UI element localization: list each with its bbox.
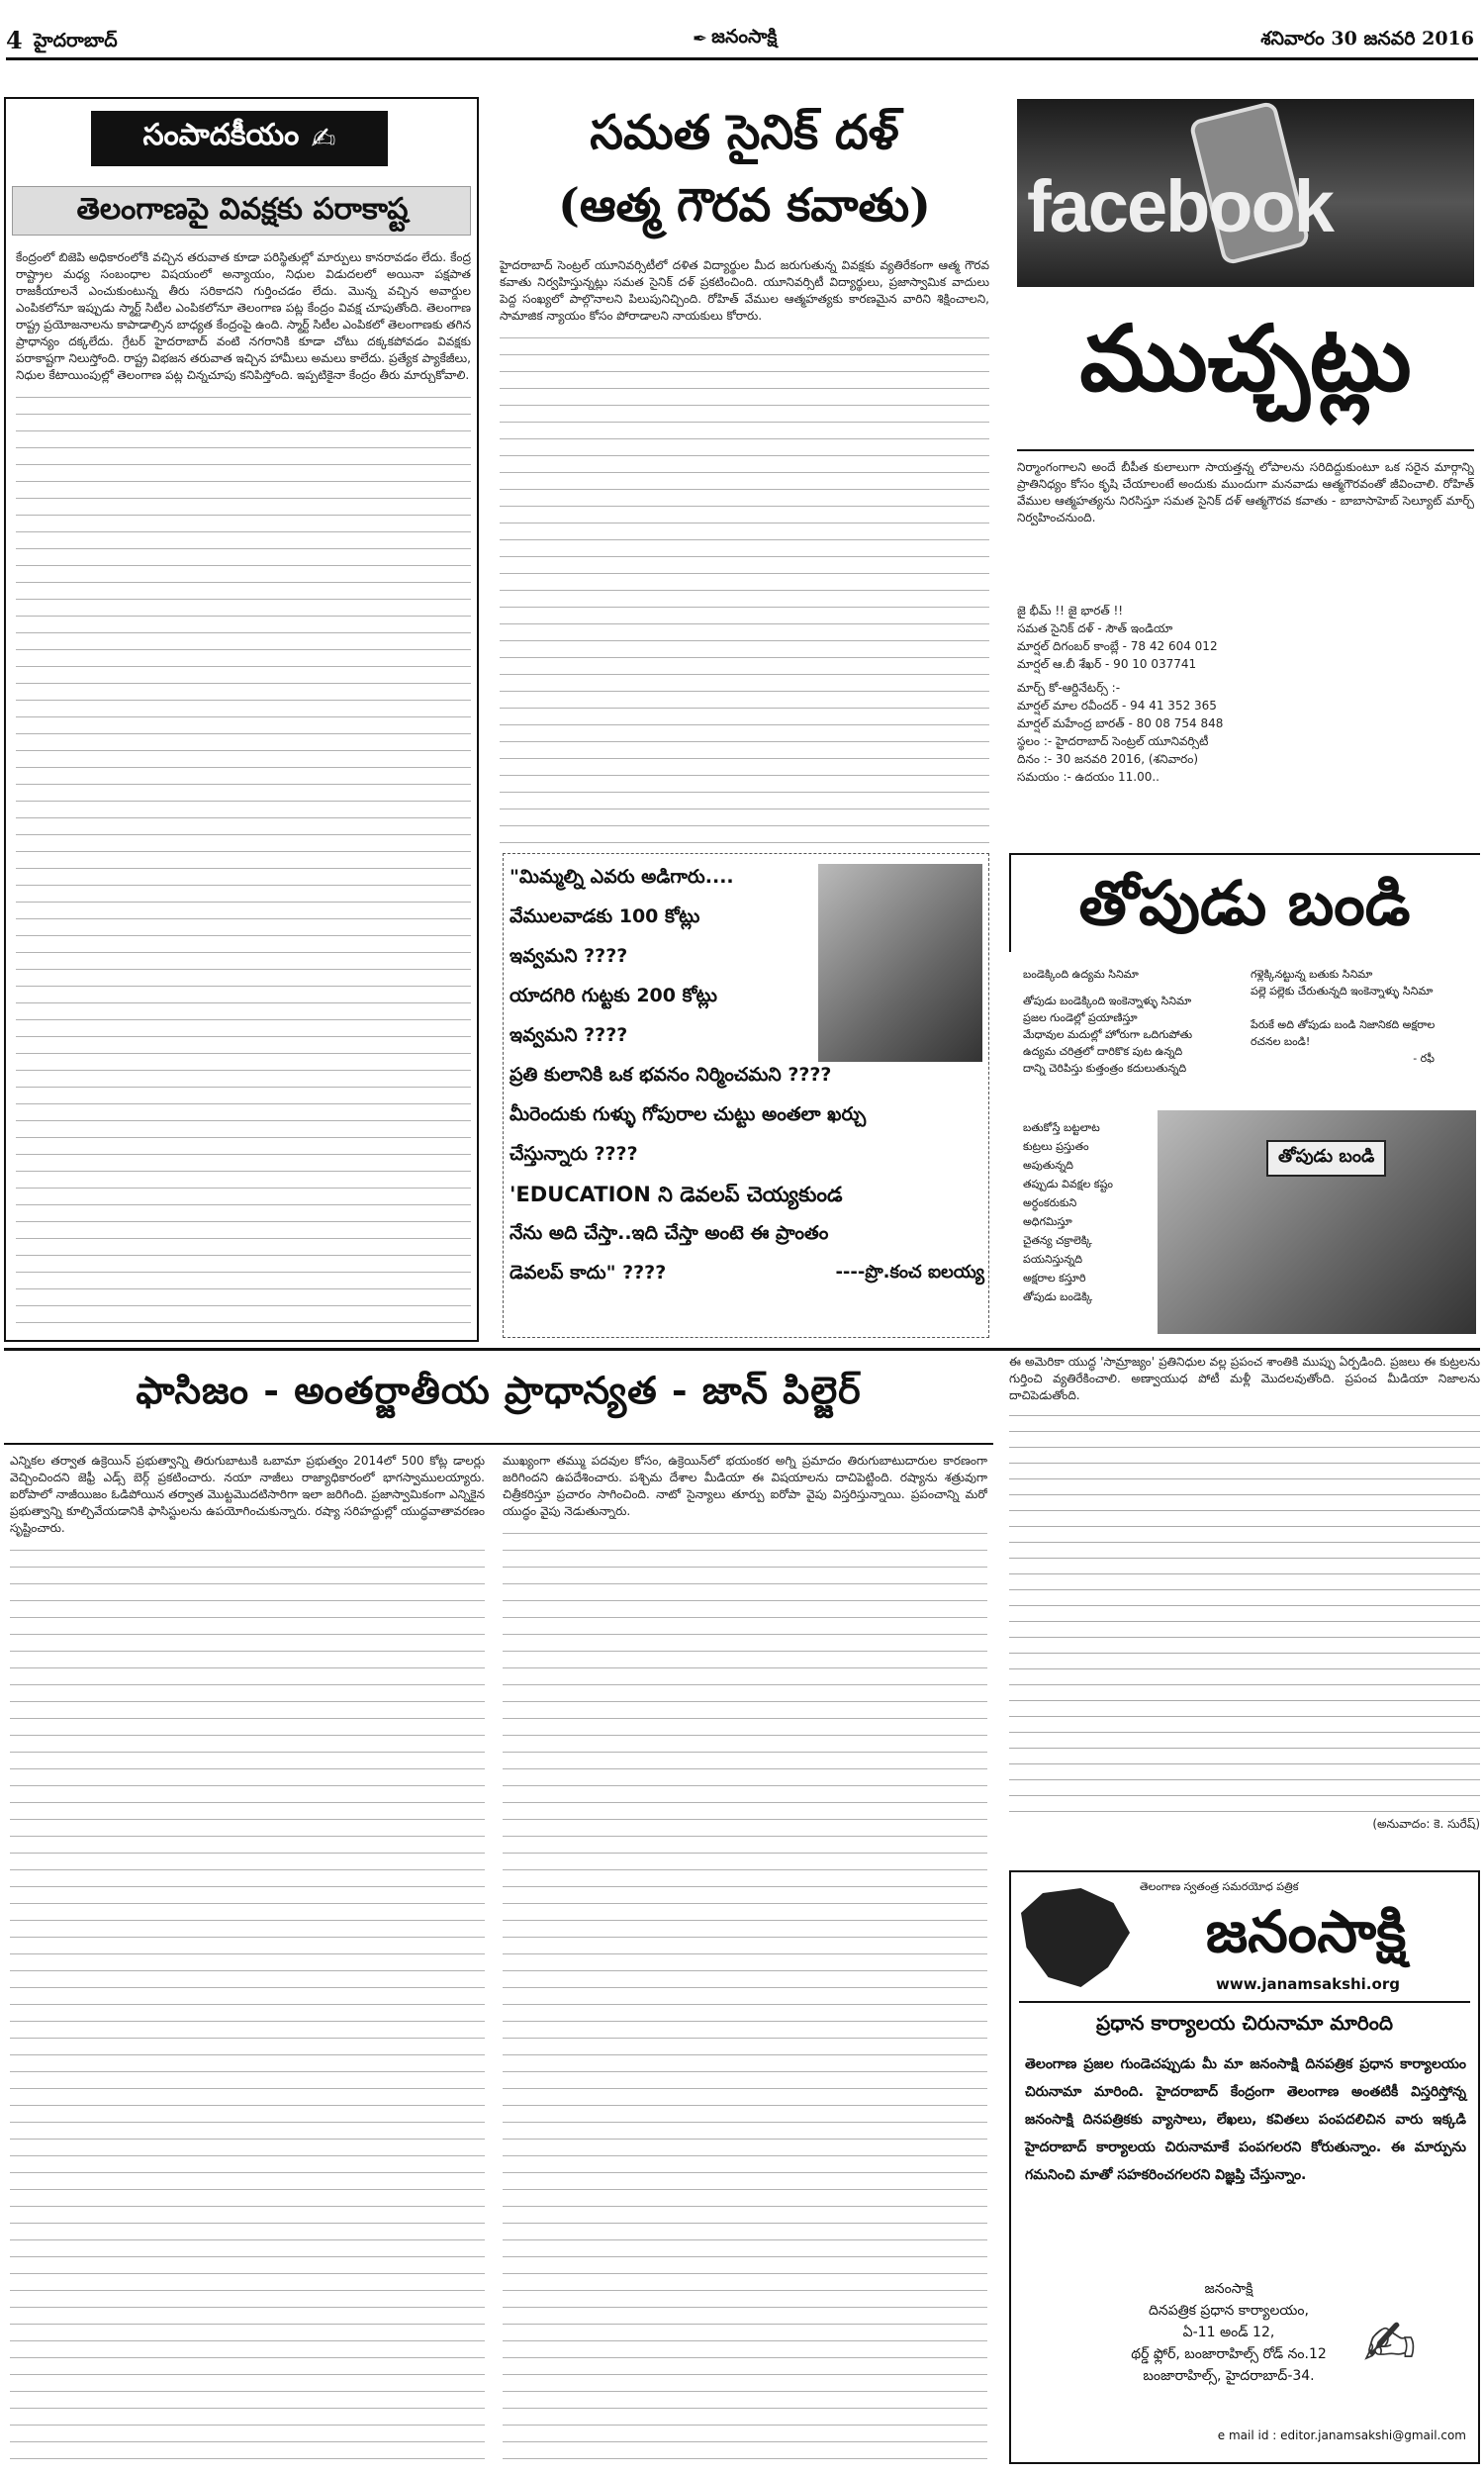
contact-line: దినం :- 30 జనవరి 2016, (శనివారం) [1017,752,1199,766]
feature-article [500,97,989,849]
editorial-headline: తెలంగాణపై వివక్షకు పరాకాష్ట [76,192,409,227]
contact-line: మార్షల్ మహేంద్ర బారత్ - 80 08 754 848 [1017,716,1224,730]
contact-line: మార్షల్ దిగంబర్ కాంబ్లే - 78 42 604 012 [1017,639,1218,653]
facebook-headline: ముచ్చట్లు [1079,305,1412,412]
poem-line: పల్లె పల్లెకు చేరుతున్నది ఇంకెన్నాళ్ళు సినిమా [1251,985,1434,998]
poem-line: పయనిస్తున్నది [1023,1253,1082,1266]
ad-body: తెలంగాణ ప్రజల గుండెచప్పుడు మీ మా జనంసాక్షి దినపత్రిక ప్రధాన కార్యాలయం చిరునామా మారింది. హైదరాబాద్ కేంద్రంగా తెలంగాణ అంతటికీ విస్తరిస్తోన్న జనంసాక్షి దినపత్రికకు వ్యాసాలు, లేఖలు, కవితలు పంపదలిచిన వారు ఇక్కడి హైదరాబాద్ కార్యాలయ చిరునామాకే పంపగలరని కోరుతున్నాం. ఈ మార్పును గమనించి మాతో సహకరించగలరని విజ్ఞప్తి చేస్తున్నాం. [1025,2056,1466,2183]
quote-line: వేములవాడకు 100 కోట్లు [510,905,700,927]
address-line: దినపత్రిక ప్రధాన కార్యాలయం, [1149,2303,1309,2319]
contact-line: స్థలం :- హైదరాబాద్ సెంట్రల్ యూనివర్సిటీ [1017,734,1209,748]
poem-line: గళ్లెక్కినట్టున్న బతుకు సినిమా [1251,968,1373,981]
poem-line: అర్ధంకరుకుని [1023,1196,1077,1209]
poem-right [1251,966,1474,1067]
fascism-col1: ఎన్నికల తర్వాత ఉక్రెయిన్ ప్రభుత్వాన్ని తిరుగుబాటుకి ఒబామా ప్రభుత్వం 2014లో 500 కోట్ల డాలర్లు వెచ్చించిందని జెఫ్రీ ఎడ్స్ బెర్గ్ ప్రకటించారు. నయా నాజీలు రాజ్యాధికారంలో భాగస్వాములయ్యారు. ఐరోపాలో నాజీయిజం ఓడిపోయిన తర్వాత మొట్టమొదటిసారిగా ఇలా జరిగింది. ప్రజాస్వామికంగా ఎన్నికైన ప్రభుత్వాన్ని కూల్చివేయడానికి ఫాసిస్టులను ఉపయోగించుకున్నారు. రష్యా సరిహద్దుల్లో యుద్ధవాతావరణం సృష్టించారు. [10,1453,485,2462]
contact-line: జై భీమ్ !! జై భారత్ !! [1017,604,1124,618]
poem-line: పేరుకే అది తోపుడు బండి నిజానికది అక్షరాల [1251,1018,1436,1031]
poem-line [1251,999,1474,1016]
ad-title: ప్రధాన కార్యాలయ చిరునామా మారింది [1095,2011,1393,2035]
quote-line: ఇవ్వమని ???? [510,945,628,967]
quote-line: నేను అది చేస్తా..ఇది చేస్తా అంటె ఈ ప్రాంతం [510,1222,829,1244]
quote-line: చేస్తున్నారు ???? [510,1143,638,1165]
poem-line: ప్రజల గుండెల్లో ప్రయాణిస్తూ [1023,1011,1138,1024]
poem-author: - రఫీ [1413,1052,1435,1065]
pen-icon: ✒ [693,29,708,49]
header-rule [6,57,1478,60]
facebook-logo: facebook [1027,165,1333,247]
address-line: జనంసాక్షి [1204,2281,1253,2297]
address-line: బంజారాహిల్స్, హైదరాబాద్-34. [1143,2368,1315,2384]
hand-pen-icon: ✍ [1363,2308,1417,2381]
quote-box [503,853,989,1338]
facebook-block [1009,97,1480,849]
poem-line: బతుకోస్తే బట్టలాట [1023,1121,1100,1134]
fascism-article [4,1354,993,2468]
quote-line: డెవలప్ కాదు" ???? [510,1262,667,1284]
facebook-contacts [1017,602,1474,786]
quote-author: ----ప్రొ.కంచ ఐలయ్య [835,1262,984,1283]
poem-line: తోపుడు బండెక్కి [1023,1290,1093,1303]
quote-line: ఇవ్వమని ???? [510,1024,628,1046]
section-rule [4,1348,1480,1351]
address-line: థర్డ్ ఫ్లోర్, బంజారాహిల్స్ రోడ్ నం.12 [1131,2346,1327,2362]
topudu-bandi-photo [1158,1110,1476,1334]
poem-line: అపుతున్నది [1023,1159,1073,1172]
poem-line: అక్షరాల కస్తూరి [1023,1272,1086,1285]
feature-title-line1: సమత సైనిక్ దళ్ [590,105,899,160]
ad-address [1100,2278,1357,2387]
quote-line: యాదగిరి గుట్టకు 200 కోట్లు [510,985,717,1006]
ad-email: e mail id : editor.janamsakshi@gmail.com [1217,2428,1466,2442]
section-name: హైదరాబాద్ [34,30,118,51]
editorial-body: కేంద్రంలో బిజెపి అధికారంలోకి వచ్చిన తరువాత కూడా పరిస్థితుల్లో మార్పులు కానరావడం లేదు. కేంద్ర రాష్ట్రాల మధ్య సంబంధాల విషయంలో అన్యాయం, నిధుల విడుదలలో అయినా పక్షపాత రాజకీయాలనే ఎంచుకుంటున్న తీరు సరికాదని గుర్తించడం లేదు. మొన్న వచ్చిన అవార్డుల ఎంపికలోనూ ఇప్పుడు స్మార్ట్ సిటీల ఎంపికలోనూ తెలంగాణ పట్ల కేంద్రం వివక్ష చూపుతోంది. తెలంగాణ రాష్ట్ర ప్రయోజనాలను కాపాడాల్సిన బాధ్యత కేంద్రంపై ఉంది. స్మార్ట్ సిటీల ఎంపికలో తెలంగాణకు తగిన ప్రాధాన్యం దక్కలేదు. గ్రేటర్ హైదరాబాద్ వంటి నగరానికి కూడా చోటు దక్కకపోవడం వివక్షకు పరాకాష్టగా నిలుస్తోంది. రాష్ట్ర విభజన తరువాత ఇచ్చిన హామీలు అమలు కాలేదు. ప్రత్యేక ప్యాకేజీలు, నిధుల కేటాయింపుల్లో తెలంగాణ పట్ల చిన్నచూపు కనిపిస్తోంది. ఇప్పటికైనా కేంద్రం తీరు మార్చుకోవాలి. [16,249,471,1332]
poem-line: రచనల బండి! [1251,1035,1311,1048]
quote-line: మీరెందుకు గుళ్ళు గోపురాల చుట్టు అంతలా ఖర్చు [510,1103,867,1125]
contact-line: మార్షల్ మాల రవీందర్ - 94 41 352 365 [1017,699,1217,713]
poem-line: తప్పుడు వివక్షల కష్టం [1023,1178,1113,1190]
poem-line: దాన్ని చెరిపిస్తు కుత్తంత్రం కదులుతున్నది [1023,1062,1187,1075]
quill-icon: ✍ [311,121,336,156]
quote-line: "మిమ్మల్ని ఎవరు అడిగారు.... [510,866,734,888]
quote-lines [510,866,984,1288]
contact-line: సమయం :- ఉదయం 11.00.. [1017,770,1159,784]
facebook-body: నిర్మాంగంగాలని అందే బీపీత కులాలుగా సాయత్తన్న లోపాలను సరిదిద్దుకుంటూ ఒక సరైన మార్గాన్ని ప్రాతినిధ్యం కోసం కృషి చేయాలంటే అందుకు ముందుగా మనవాడు ఆత్మగౌరవంతో జీవించాలి. రోహిత్ వేముల ఆత్మహత్యను నిరసిస్తూ సమత సైనిక్ దళ్ ఆత్మగౌరవ కవాతు - బాబాసాహెబ్ సెల్యూట్ మార్చ్ నిర్వహించనుంది. [1017,460,1474,524]
page-header [0,0,1484,61]
ad-tagline: తెలంగాణ స్వతంత్ర సమరయోధ పత్రిక [1140,1880,1299,1893]
fascism-col3: ఈ అమెరికా యుద్ధ 'సామ్రాజ్యం' ప్రతినిధుల వల్ల ప్రపంచ శాంతికి ముప్పు ఏర్పడింది. ప్రజలు ఈ కుట్రలను గుర్తించి వ్యతిరేకించాలి. అణ్వాయుధ పోటీ మళ్లీ మొదలవుతోంది. ప్రపంచ మీడియా నిజాలను దాచిపెడుతోంది. (అనువాదం: కె. సురేష్) [1009,1355,1480,1831]
editorial-column [4,97,479,1342]
poem-line: కుట్రలు ప్రస్తుతం [1023,1140,1089,1153]
poem-line: చైతన్య చక్రాలెక్కి [1023,1234,1092,1247]
address-line: ఏ-11 అండ్ 12, [1182,2325,1275,2340]
poem-line: మేధావుల మదుల్లో హోరుగా ఒదిగుపోతు [1023,1028,1193,1041]
janamsakshi-ad [1009,1870,1480,2464]
topudu-title: తోపుడు బండి [1078,867,1411,939]
facebook-banner [1017,99,1474,287]
ad-logo: జనంసాక్షి [1205,1898,1407,1965]
poem-line: తోపుడు బండెక్కింది ఇంకెన్నాళ్ళు సినిమా [1023,995,1192,1007]
feature-title-line2: (ఆత్మ గౌరవ కవాతు) [558,178,931,232]
poem-left [1023,966,1243,1077]
page-number: 4 [6,26,23,54]
poem-line: ఉద్యమ చరిత్రలో దారికొక పుట ఉన్నది [1023,1045,1183,1058]
quote-line: 'EDUCATION ని డెవలప్ చెయ్యకుండ [510,1183,843,1206]
contact-line: సమత సైనిక్ దళ్ - సౌత్ ఇండియా [1017,621,1173,635]
masthead: ✒ జనంసాక్షి [693,26,778,49]
contact-line: మార్షల్ ఆ.బీ శేఖర్ - 90 10 037741 [1017,657,1197,671]
cart-sign: తోపుడు బండి [1266,1140,1386,1177]
translator-credit: (అనువాదం: కె. సురేష్) [1372,1817,1480,1831]
topudu-bandi-block [1009,853,1480,1344]
feature-body: హైదరాబాద్ సెంట్రల్ యూనివర్సిటీలో దళిత విద్యార్థుల మీద జరుగుతున్న వివక్షకు వ్యతిరేకంగా ఆత్మ గౌరవ కవాతు నిర్వహిస్తున్నట్లు సమత సైనిక్ దళ్ ప్రకటించింది. యూనివర్సిటీ విద్యార్థులు, ప్రజాస్వామిక వాదులు పెద్ద సంఖ్యలో పాల్గొనాలని పిలుపునిచ్చింది. రోహిత్ వేముల ఆత్మహత్యకు కారణమైన వారిని శిక్షించాలని, సామాజిక న్యాయం కోసం పోరాడాలని నాయకులు కోరారు. [500,257,989,851]
fascism-headline: ఫాసిజం - అంతర్జాతీయ ప్రాధాన్యత - జాన్ పిల్జెర్ [136,1368,862,1412]
ad-url: www.janamsakshi.org [1216,1975,1400,1993]
side-poem [1023,1118,1152,1306]
contact-line: మార్చ్ కో-ఆర్డినేటర్స్ :- [1017,681,1121,695]
poem-line: అధిగమిస్తూ [1023,1215,1072,1228]
quote-line: ప్రతి కులానికి ఒక భవనం నిర్మించమని ???? [510,1064,832,1086]
editorial-banner: సంపాదకీయం ✍ [91,111,388,166]
poem-line: బండెక్కింది ఉద్యమ సినిమా [1023,968,1139,981]
fascism-col2: ముఖ్యంగా తమ్ము పదవుల కోసం, ఉక్రెయిన్‌లో భయంకర అగ్ని ప్రమాదం తిరుగుబాటుదారుల కారణంగా జరిగిందని ఉపదేశించారు. పశ్చిమ దేశాల మీడియా ఈ విషయాలను దాచిపెట్టింది. రష్యాను శత్రువుగా చిత్రీకరిస్తూ ప్రచారం సాగించింది. నాటో సైన్యాలు తూర్పు ఐరోపా వైపు విస్తరిస్తున్నాయి. ప్రపంచాన్ని మరో యుద్ధం వైపు నెడుతున్నారు. [503,1453,987,2462]
issue-date: శనివారం 30 జనవరి 2016 [1260,28,1474,49]
telangana-map-icon [1021,1888,1130,1987]
